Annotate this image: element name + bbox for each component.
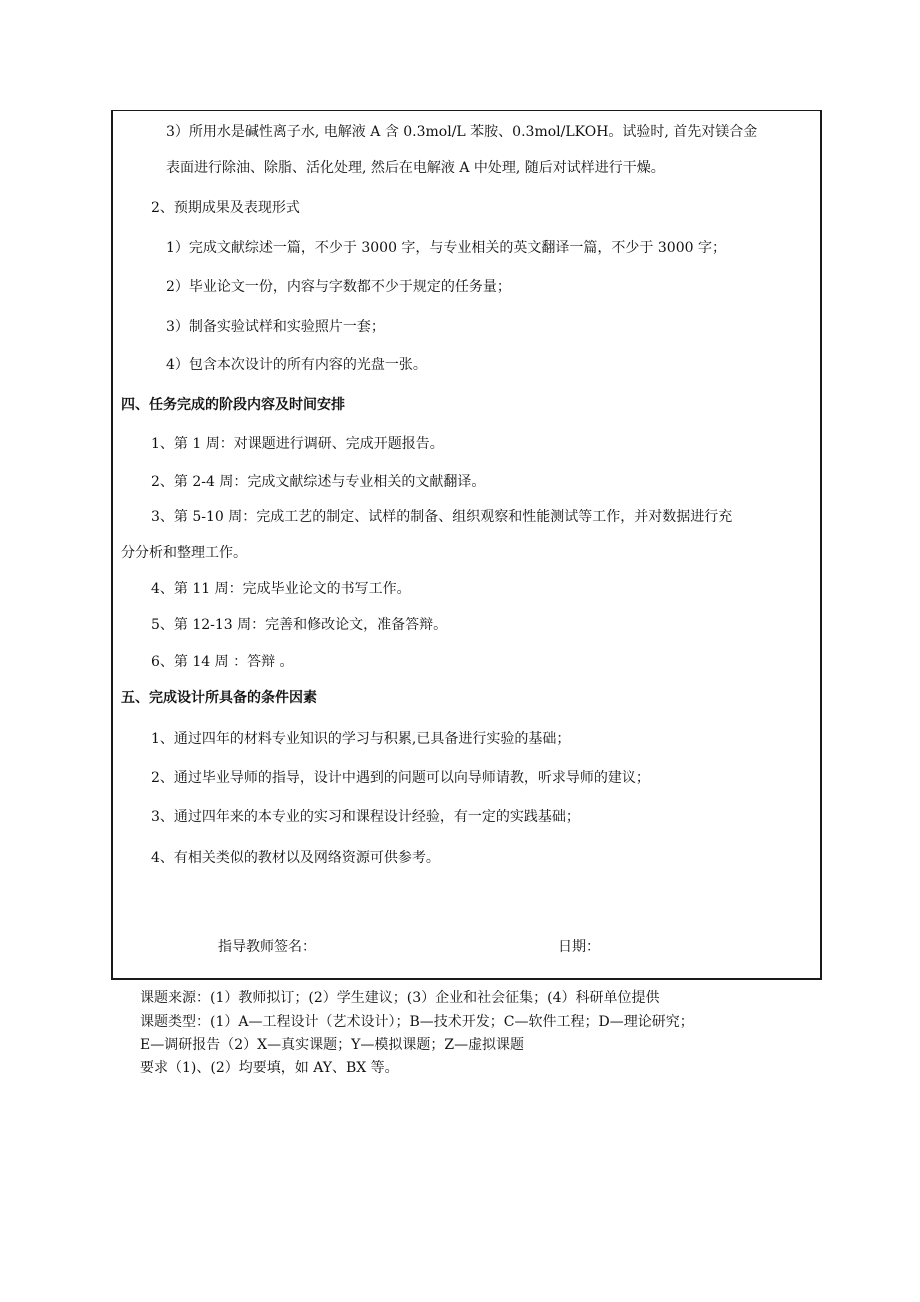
schedule-item: 4、第 11 周：完成毕业论文的书写工作。 [151,581,411,597]
schedule-item: 6、第 14 周 ：答辩 。 [151,654,294,670]
outcome-item: 2）毕业论文一份，内容与字数都不少于规定的任务量； [166,279,511,295]
schedule-item-continuation: 分分析和整理工作。 [121,545,247,561]
schedule-item: 5、第 12-13 周：完善和修改论文，准备答辩。 [151,617,448,633]
process-step-3-line-2: 表面进行除油、除脂、活化处理, 然后在电解液 A 中处理, 随后对试样进行干燥。 [166,160,665,176]
advisor-signature-label: 指导教师签名： [218,939,316,955]
outcome-item: 1）完成文献综述一篇，不少于 3000 字，与专业相关的英文翻译一篇，不少于 3000 字； [166,240,726,256]
schedule-item: 3、第 5-10 周：完成工艺的制定、试样的制备、组织观察和性能测试等工作，并对数据进行充 [151,509,733,525]
expected-outcomes-heading: 2、预期成果及表现形式 [151,200,300,216]
condition-item: 3、通过四年来的本专业的实习和课程设计经验，有一定的实践基础； [151,809,580,825]
topic-type-note-line-1: 课题类型：(1）A—工程设计（艺术设计）；B—技术开发；C—软件工程；D—理论研究； [140,1014,694,1030]
outcome-item: 3）制备实验试样和实验照片一套； [166,319,385,335]
requirement-note: 要求（1)、(2）均要填，如 AY、BX 等。 [140,1060,399,1076]
process-step-3-line-1: 3）所用水是碱性离子水, 电解液 A 含 0.3mol/L 苯胺、0.3mol/LKOH。试验时, 首先对镁合金 [166,124,758,140]
outcome-item: 4）包含本次设计的所有内容的光盘一张。 [166,357,427,373]
schedule-heading: 四、任务完成的阶段内容及时间安排 [121,397,345,413]
condition-item: 4、有相关类似的教材以及网络资源可供参考。 [151,850,440,866]
conditions-heading: 五、完成设计所具备的条件因素 [121,690,317,706]
condition-item: 2、通过毕业导师的指导，设计中遇到的问题可以向导师请教，听求导师的建议； [151,770,650,786]
topic-source-note: 课题来源：(1）教师拟订；(2）学生建议；(3）企业和社会征集；(4）科研单位提供 [140,990,660,1006]
schedule-item: 2、第 2-4 周：完成文献综述与专业相关的文献翻译。 [151,474,486,490]
schedule-item: 1、第 1 周：对课题进行调研、完成开题报告。 [151,436,444,452]
signature-date-label: 日期： [558,939,600,955]
topic-type-note-line-2: E—调研报告（2）X—真实课题；Y—模拟课题；Z—虚拟课题 [140,1037,525,1053]
condition-item: 1、通过四年的材料专业知识的学习与积累,已具备进行实验的基础； [151,731,571,747]
